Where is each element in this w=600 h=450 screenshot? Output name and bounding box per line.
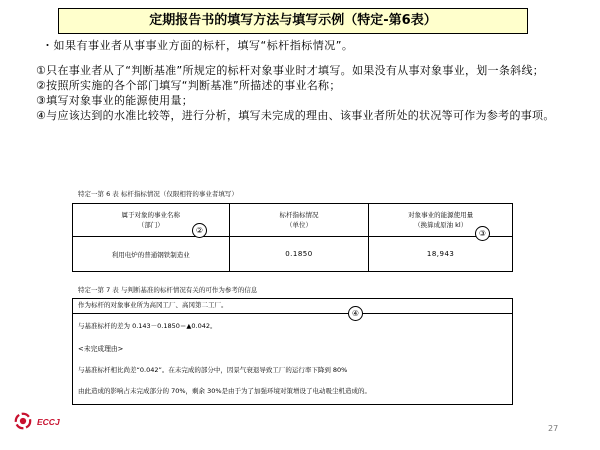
header-energy-use-line1: 对象事业的能源使用量 bbox=[408, 211, 474, 219]
page-number: 27 bbox=[548, 424, 559, 433]
cell-energy-value: 18,943 bbox=[369, 237, 513, 272]
reference-line-1: 与基准标杆的差为 0.143－0.1850＝▲0.042。 bbox=[78, 322, 217, 330]
cell-business-name: 利用电炉的普通钢铁制造业 bbox=[73, 237, 230, 272]
marker-2: ② bbox=[192, 223, 207, 238]
reference-line-4: 由此造成的影响占未完成部分的 70%，剩余 30%是由于为了加强环境对策增设了电动吸尘机造成的。 bbox=[78, 387, 372, 395]
marker-4: ④ bbox=[348, 306, 363, 321]
header-business-name-line2: （部门） bbox=[137, 221, 164, 229]
marker-3: ③ bbox=[475, 226, 490, 241]
reference-info-table bbox=[72, 298, 513, 405]
header-business-name-line1: 属于对象的事业名称 bbox=[121, 211, 181, 219]
instruction-item-3: ③填写对象事业的能源使用量； bbox=[36, 94, 194, 107]
header-energy-use bbox=[369, 204, 513, 237]
header-energy-use-line2: （换算成原油 kl） bbox=[414, 221, 468, 229]
table6-caption: 特定一第 6 表 标杆指标情况（仅限相符的事业者填写） bbox=[78, 190, 238, 198]
header-indicator bbox=[229, 204, 369, 237]
instruction-item-4: ④与应该达到的水准比较等，进行分析，填写未完成的理由、该事业者所处的状况等可作为参考的事项。 bbox=[36, 109, 555, 122]
reference-line-2: <未完成理由> bbox=[78, 345, 124, 353]
cell-indicator-value: 0.1850 bbox=[229, 237, 369, 272]
instruction-item-2: ②按照所实施的各个部门填写“判断基准”所描述的事业名称； bbox=[36, 79, 341, 92]
header-indicator-line1: 标杆指标情况 bbox=[279, 211, 319, 219]
eccj-logo-text: ECCJ bbox=[37, 417, 60, 427]
benchmark-table bbox=[72, 203, 513, 272]
intro-text: ・如果有事业者从事事业方面的标杆，填写“标杆指标情况”。 bbox=[42, 39, 354, 52]
table7-caption: 特定一第 7 表 与判断基准的标杆情况有关的可作为参考的信息 bbox=[78, 286, 258, 294]
reference-heading: 作为标杆的对象事业所为高冈工厂、高冈第二工厂。 bbox=[73, 299, 512, 314]
instruction-item-1: ①只在事业者从了“判断基准”所规定的标杆对象事业时才填写。如果没有从事对象事业，划一条斜线； bbox=[36, 64, 545, 77]
header-indicator-line2: （单位） bbox=[285, 221, 312, 229]
instruction-list bbox=[36, 63, 561, 123]
eccj-logo-icon bbox=[14, 412, 32, 430]
slide-title: 定期报告书的填写方法与填写示例（特定-第6表） bbox=[58, 8, 528, 34]
reference-line-3: 与基准标杆相比尚差“0.042”。在未完成的部分中，因景气衰退导致工厂的运行率下降到 80% bbox=[78, 366, 348, 374]
